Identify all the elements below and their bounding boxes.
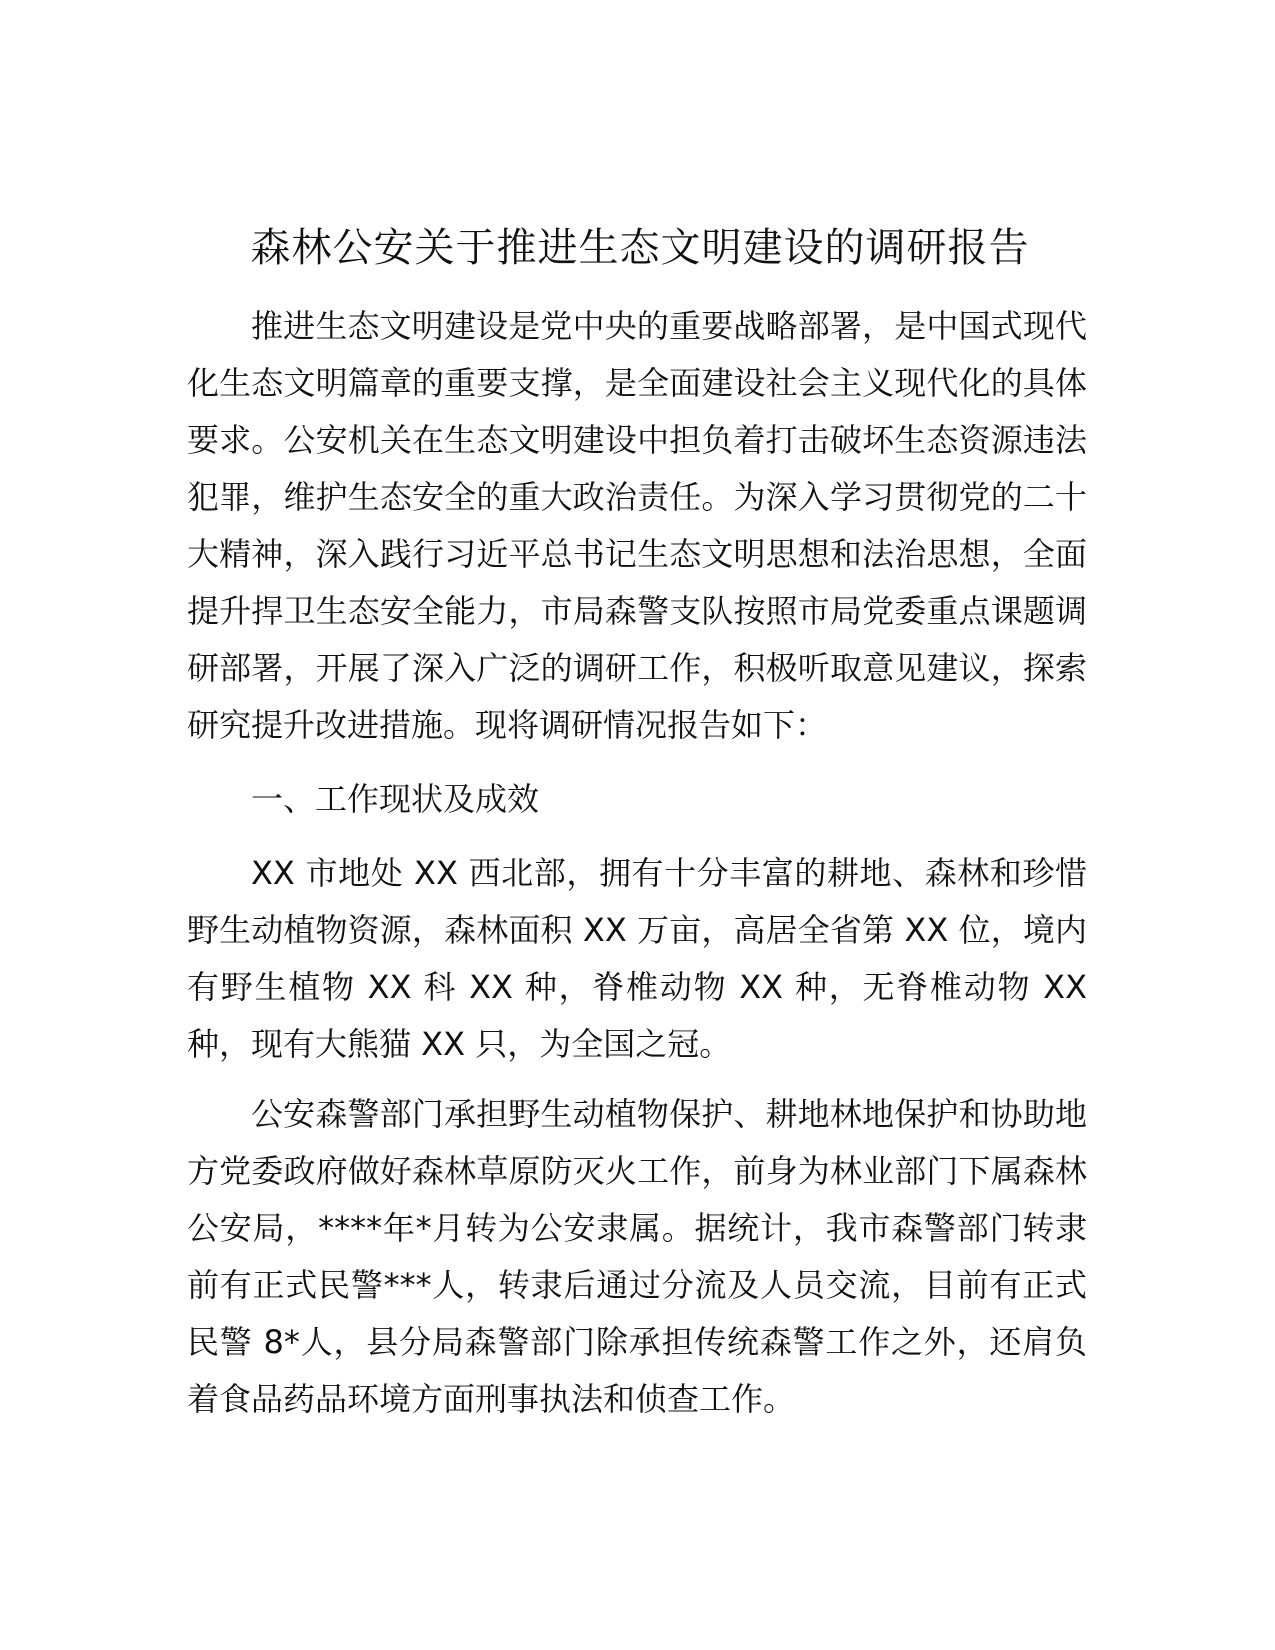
intro-paragraph-block: [187, 298, 1087, 754]
section-1-paragraph-1-block: [187, 845, 1087, 1073]
intro-paragraph: 推进生态文明建设是党中央的重要战略部署，是中国式现代化生态文明篇章的重要支撑，是全面建设社会主义现代化的具体要求。公安机关在生态文明建设中担负着打击破坏生态资源违法犯罪，维护生态安全的重大政治责任。为深入学习贯彻党的二十大精神，深入践行习近平总书记生态文明思想和法治思想，全面提升捍卫生态安全能力，市局森警支队按照市局党委重点课题调研部署，开展了深入广泛的调研工作，积极听取意见建议，探索研究提升改进措施。现将调研情况报告如下：: [187, 307, 1087, 744]
body-paragraph: 公安森警部门承担野生动植物保护、耕地林地保护和协助地方党委政府做好森林草原防灭火工作，前身为林业部门下属森林公安局，****年*月转为公安隶属。据统计，我市森警部门转隶前有正式民警***人，转隶后通过分流及人员交流，目前有正式民警 8*人，县分局森警部门除承担传统森警工作之外，还肩负着食品药品环境方面刑事执法和侦查工作。: [187, 1095, 1087, 1418]
section-heading: 一、工作现状及成效: [251, 780, 540, 818]
document-title: 森林公安关于推进生态文明建设的调研报告: [250, 225, 1030, 271]
section-1-heading-block: [187, 771, 1087, 828]
body-paragraph: XX 市地处 XX 西北部，拥有十分丰富的耕地、森林和珍惜野生动植物资源，森林面积 XX 万亩，高居全省第 XX 位，境内有野生植物 XX 科 XX 种，脊椎动物 XX 种，无脊椎动物 XX 种，现有大熊猫 XX 只，为全国之冠。: [187, 854, 1087, 1063]
section-1-paragraph-2-block: [187, 1086, 1087, 1428]
